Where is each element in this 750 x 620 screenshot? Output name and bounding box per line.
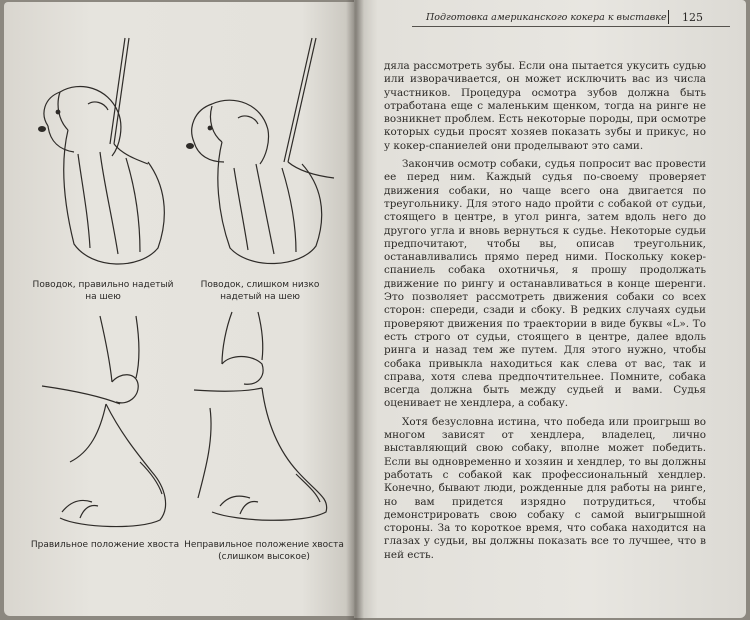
figure-caption: Неправильное положение хвоста (слишком высокое) bbox=[184, 540, 344, 562]
running-head-separator bbox=[668, 10, 669, 24]
paragraph: дяла рассмотреть зубы. Если она пытается укусить судью или изворачивается, он может исключить вас из числа участников. Процедура осмотра зубов должна быть отработана еще с маленьким щенком, тогда на ринге не возникнет проблем. Есть некоторые породы, при осмотре которых судьи просят хозяев показать зубы и прикус, но у кокер-спаниелей они проделывают это сами. bbox=[384, 60, 706, 152]
paragraph: Закончив осмотр собаки, судья попросит вас провести ее перед ним. Каждый судья по-своему проверяет движения собаки, но чаще всего она двигается по треугольнику. Для этого надо пройти с собакой от судьи, стоящего в центре, в угол ринга, затем вдоль него до другого угла и вновь вернуться к судье. Некоторые судьи предпочитают, чтобы вы, описав треугольник, останавливались прямо перед ними. Поскольку кокер-спаниель собака охотничья, я прошу продолжать движение по рингу и останавливаться в конце шеренги. Это позволяет рассмотреть движения собаки со всех сторон: спереди, сзади и сбоку. В редких случаях судьи проверяют движения по траектории в виде буквы «L». То есть строго от судьи, стоящего в центре, далее вдоль ринга и назад тем же путем. Для этого нужно, чтобы собака привыкла находиться как слева от вас, так и справа, хотя слева предпочтительнее. Помните, собака всегда должна быть между судьей и вами. Судья оценивает не хендлера, а собаку. bbox=[384, 158, 706, 410]
running-head bbox=[412, 10, 730, 27]
figure-caption: Поводок, слишком низко надетый на шею bbox=[200, 280, 320, 302]
page-number: 125 bbox=[682, 11, 703, 24]
running-head-title: Подготовка американского кокера к выставке bbox=[426, 12, 667, 23]
figure-caption: Поводок, правильно надетый на шею bbox=[32, 280, 174, 302]
book-gutter bbox=[346, 0, 364, 620]
dog-nose-icon bbox=[186, 143, 194, 149]
dog-eye-icon bbox=[56, 110, 61, 115]
figure-leash-too-low bbox=[182, 34, 342, 274]
figure-tail-too-high bbox=[192, 308, 342, 528]
figure-tail-correct bbox=[40, 312, 180, 532]
paragraph: Хотя безусловна истина, что победа или проигрыш во многом зависят от хендлера, владелец, лично выставляющий свою собаку, вполне может победить. Если вы одновременно и хозяин и хендлер, то вы должны работать с собакой как профессиональный хендлер. Конечно, бывают люди, рожденные для работы на ринге, но вам придется изрядно потрудиться, чтобы демонстрировать свою собаку с самой выигрышной стороны. За то короткое время, что собака находится на глазах у судьи, вы должны показать все то лучшее, что в ней есть. bbox=[384, 415, 706, 561]
figure-leash-correct bbox=[30, 34, 180, 274]
dog-nose-icon bbox=[38, 126, 46, 132]
dog-eye-icon bbox=[208, 126, 213, 131]
body-text bbox=[384, 60, 706, 562]
figure-caption: Правильное положение хвоста bbox=[30, 540, 180, 550]
